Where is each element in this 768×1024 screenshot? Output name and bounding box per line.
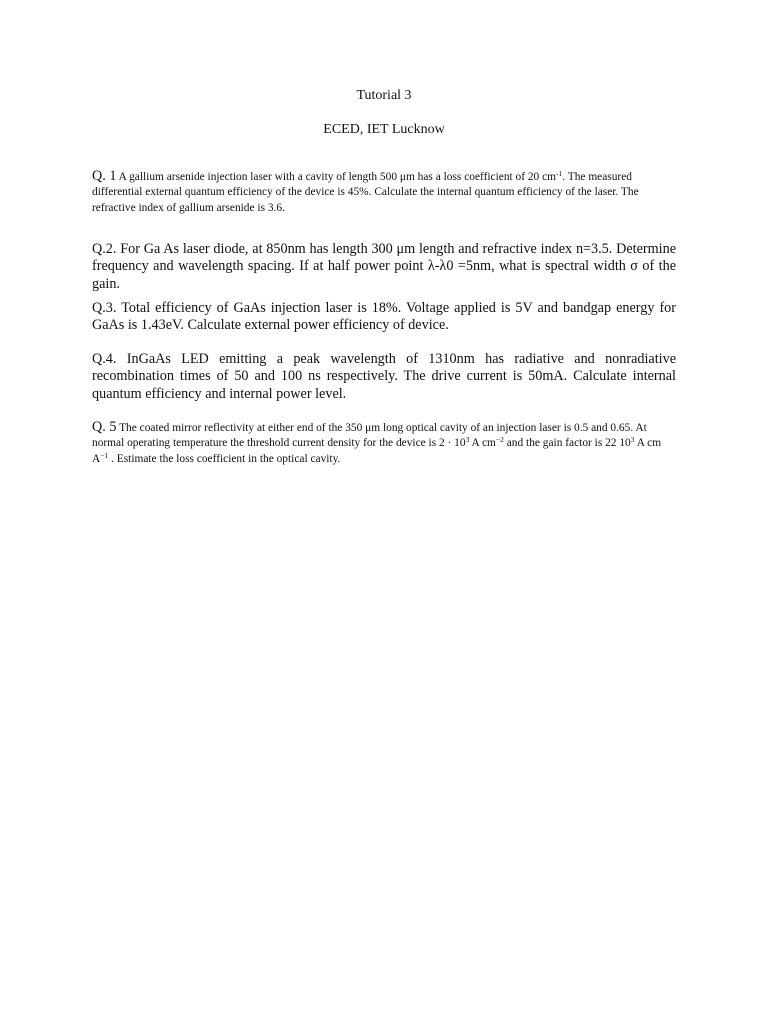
question-5-text-a: The coated mirror reflectivity at either end of the 350 μm long optical cavity of an injection laser is 0.5 and 0.65. At normal operating temperature the threshold current density for the device is 2 · 10 [92, 422, 647, 450]
question-5-sup-c: 3 [630, 435, 635, 445]
question-5-text-e: . Estimate the loss coefficient in the optical cavity. [108, 452, 341, 465]
question-3: Q.3. Total efficiency of GaAs injection laser is 18%. Voltage applied is 5V and bandgap energy for GaAs is 1.43eV. Calculate external power efficiency of device. [92, 300, 676, 334]
page-subtitle: ECED, IET Lucknow [323, 122, 445, 137]
question-5 [92, 420, 676, 467]
question-5-text-b: A cm [469, 437, 496, 450]
question-5-text-c: and the gain factor is 22 10 [503, 437, 631, 450]
question-1-sup-a: -1 [556, 169, 563, 178]
question-4: Q.4. InGaAs LED emitting a peak wavelength of 1310nm has radiative and nonradiative recombination times of 50 and 100 ns respectively. The drive current is 50mA. Calculate internal quantum efficiency and internal power level. [92, 351, 676, 402]
question-1-text-b: . The measured differential external quantum efficiency of the device is 45%. Calculate the internal quantum efficiency of the laser. The refractive index of gallium arsenide is 3.6. [92, 171, 639, 214]
question-1-text-a: A gallium arsenide injection laser with a cavity of length 500 μm has a loss coefficient of 20 cm [116, 171, 557, 183]
question-5-sup-d: −1 [100, 450, 109, 460]
question-1 [92, 169, 676, 216]
question-5-sup-b: −2 [495, 435, 504, 445]
question-1-number: Q. 1 [92, 168, 117, 184]
question-5-sup-a: 3 [465, 435, 470, 445]
page-title: Tutorial 3 [356, 88, 412, 103]
question-2: Q.2. For Ga As laser diode, at 850nm has length 300 μm length and refractive index n=3.5. Determine frequency and wavelength spacing. If at half power point λ-λ0 =5nm, what is spectral width σ of the gain. [92, 241, 676, 292]
question-5-text-d: A cm A [92, 437, 662, 465]
question-5-number: Q. 5 [92, 419, 117, 435]
